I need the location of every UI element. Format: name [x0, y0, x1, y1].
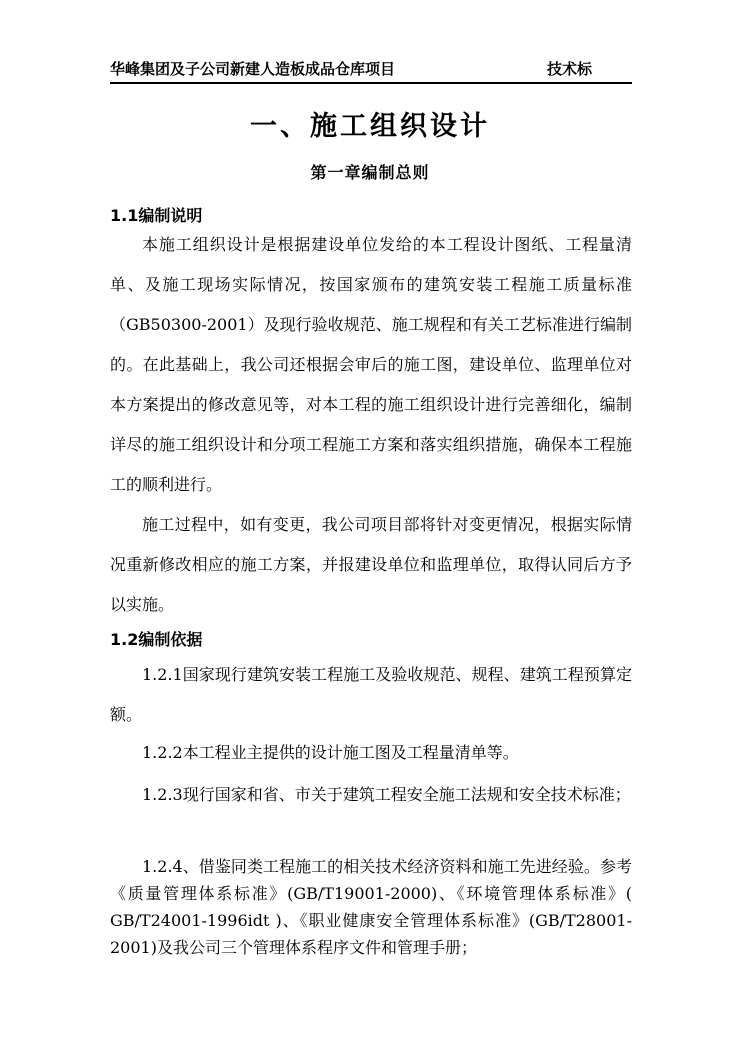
section-heading-1-1: 1.1编制说明	[110, 206, 203, 225]
basis-item-3: 1.2.3现行国家和省、市关于建筑工程安全施工法规和安全技术标准；	[142, 785, 631, 804]
header-project-name: 华峰集团及子公司新建人造板成品仓库项目	[110, 60, 396, 78]
paragraph-intro: 本施工组织设计是根据建设单位发给的本工程设计图纸、工程量清单、及施工现场实际情况，按国家颁布的建筑安装工程施工质量标准（GB50300-2001）及现行验收规范、施工规程和有关工艺标准进行编制的。在此基础上，我公司还根据会审后的施工图，建设单位、监理单位对本方案提出的修改意见等，对本工程的施工组织设计进行完善细化，编制详尽的施工组织设计和分项工程施工方案和落实组织措施，确保本工程施工的顺利进行。	[110, 235, 632, 494]
basis-item-2: 1.2.2本工程业主提供的设计施工图及工程量清单等。	[142, 743, 519, 762]
header-doc-type: 技术标	[546, 60, 592, 78]
chapter-heading: 第一章编制总则	[310, 163, 430, 182]
paragraph-changes: 施工过程中，如有变更，我公司项目部将针对变更情况，根据实际情况重新修改相应的施工方案，并报建设单位和监理单位，取得认同后方予以实施。	[110, 515, 632, 614]
section-heading-1-2: 1.2编制依据	[110, 630, 203, 649]
document-title: 一、施工组织设计	[250, 111, 490, 142]
basis-item-4: 1.2.4、借鉴同类工程施工的相关技术经济资料和施工先进经验。参考《质量管理体系标准》(GB/T19001-2000)、《环境管理体系标准》( GB/T24001-1996idt )、《职业健康安全管理体系标准》(GB/T28001-2001)及我公司三个管理体系程序文件和管理手册；	[110, 857, 632, 957]
page-header	[110, 56, 632, 84]
basis-item-1: 1.2.1国家现行建筑安装工程施工及验收规范、规程、建筑工程预算定额。	[110, 665, 632, 724]
